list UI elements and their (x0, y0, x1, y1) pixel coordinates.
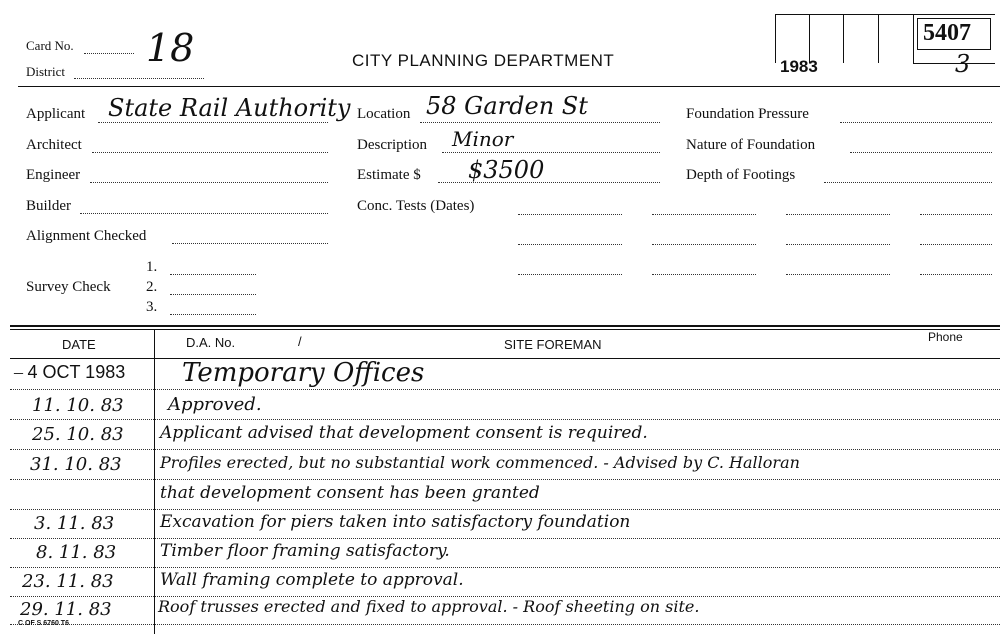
row-7-date: 23. 11. 83 (22, 571, 114, 592)
row-5-date: 3. 11. 83 (34, 513, 115, 534)
survey-check-label: Survey Check (26, 279, 111, 295)
row-5-entry: Excavation for piers taken into satisfactory foundation (160, 512, 631, 532)
builder-label: Builder (26, 198, 71, 214)
column-header-date: DATE (62, 337, 96, 352)
architect-label: Architect (26, 137, 82, 153)
row-1-entry: Approved. (168, 394, 262, 415)
row-0-date: 4 OCT 1983 (27, 362, 126, 382)
conc-tests-label: Conc. Tests (Dates) (357, 198, 475, 214)
row-3-date: 31. 10. 83 (30, 454, 122, 475)
column-header-phone: Phone (928, 330, 963, 344)
card-no-label: Card No. (26, 38, 74, 53)
page-title: CITY PLANNING DEPARTMENT (352, 51, 615, 70)
row-6-date: 8. 11. 83 (36, 542, 117, 563)
row-1-date: 11. 10. 83 (32, 395, 124, 416)
survey-item-2: 2. (146, 279, 158, 295)
survey-item-1: 1. (146, 259, 158, 275)
row-6-entry: Timber floor framing satisfactory. (160, 541, 450, 561)
location-label: Location (357, 106, 411, 122)
location-value: 58 Garden St (426, 92, 588, 120)
estimate-value: $3500 (468, 156, 545, 184)
column-header-slash: / (298, 334, 302, 349)
row-date-stamp: – 4 OCT 1983 (14, 362, 126, 382)
foundation-pressure-label: Foundation Pressure (686, 106, 809, 122)
card-sub-number: 3 (955, 50, 971, 78)
row-4-entry: that development consent has been granted (160, 483, 540, 503)
column-header-site-foreman: SITE FOREMAN (504, 337, 602, 352)
alignment-checked-label: Alignment Checked (26, 228, 147, 244)
estimate-label: Estimate $ (357, 167, 421, 183)
form-code: C OF S 6760 T6 (18, 620, 69, 627)
row-3-entry: Profiles erected, but no substantial work commenced. - Advised by C. Halloran (160, 453, 800, 472)
description-value: Minor (452, 127, 514, 151)
row-8-date: 29. 11. 83 (20, 599, 112, 620)
card-number-box (775, 14, 995, 63)
engineer-label: Engineer (26, 167, 81, 183)
row-2-entry: Applicant advised that development consent is required. (160, 423, 648, 443)
description-label: Description (357, 137, 427, 153)
year: 1983 (780, 57, 818, 76)
row-7-entry: Wall framing complete to approval. (160, 570, 464, 590)
nature-of-foundation-label: Nature of Foundation (686, 137, 816, 153)
card-no-value: 18 (146, 26, 195, 70)
survey-item-3: 3. (146, 299, 158, 315)
card-number: 5407 (923, 20, 971, 46)
column-header-da-no: D.A. No. (186, 335, 236, 350)
row-2-date: 25. 10. 83 (32, 424, 124, 445)
row-0-entry: Temporary Offices (182, 358, 425, 388)
district-label: District (26, 64, 65, 79)
depth-of-footings-label: Depth of Footings (686, 167, 796, 183)
row-8-entry: Roof trusses erected and fixed to approval. - Roof sheeting on site. (158, 597, 700, 616)
applicant-label: Applicant (26, 106, 86, 122)
applicant-value: State Rail Authority (108, 94, 351, 122)
